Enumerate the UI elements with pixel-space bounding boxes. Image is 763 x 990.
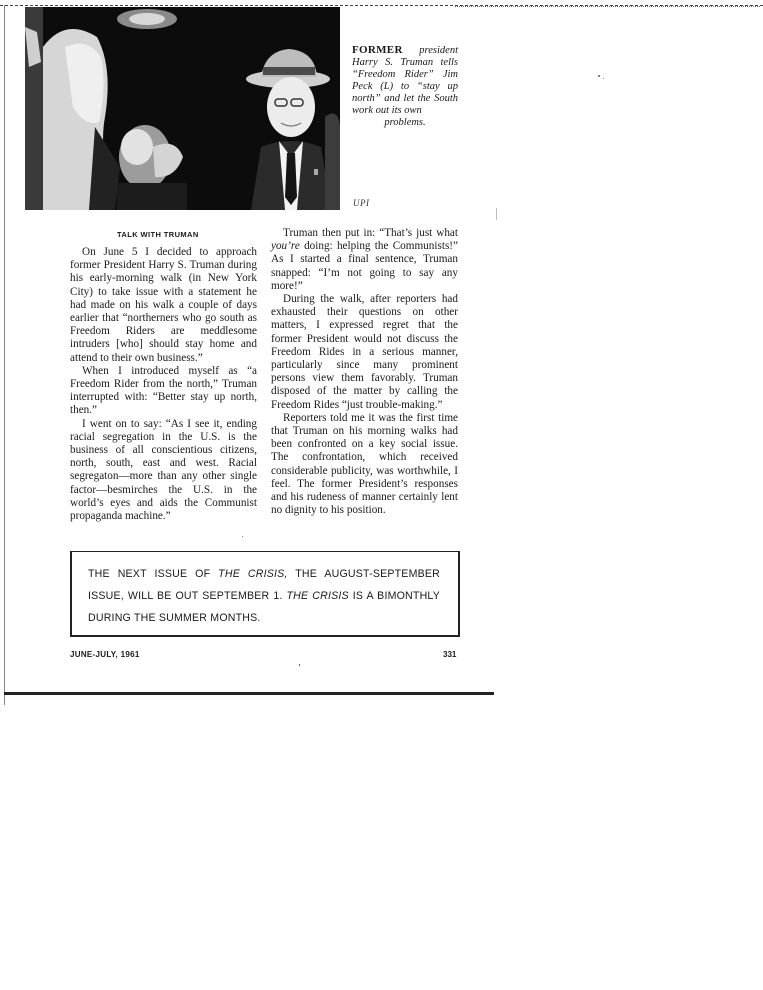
news-photo-illustration bbox=[25, 7, 340, 210]
footer-issue-date: JUNE-JULY, 1961 bbox=[70, 650, 140, 659]
scan-speck bbox=[603, 78, 604, 79]
caption-lead: FORMER bbox=[352, 44, 403, 56]
scan-edge-top-dotted bbox=[455, 6, 760, 7]
article-paragraph: During the walk, after reporters had exhausted their questions on other matters, I expressed regret that the former President would not discuss the Freedom Rides in a serious manner, particularly since many prominent persons view them favorably. Truman disposed of the matter by calling the Freedom Rides “just trouble-making.” bbox=[271, 293, 458, 411]
article-paragraph: On June 5 I decided to approach former President Harry S. Truman during his early-morning walk (in New York City) to take issue with a statement he had made on his walk a couple of days earlier that “northerners who go south as Freedom Riders are meddlesome intruders [who] should stay home and attend to their own business.” bbox=[70, 246, 257, 364]
article-paragraph: When I introduced myself as “a Freedom Rider from the north,” Truman interrupted with: “Better stay up north, then.” bbox=[70, 364, 257, 417]
article-text: doing: helping the Communists!” As I started a final sentence, Truman snapped: “I’m not going to say any more!” bbox=[271, 240, 458, 292]
notice-box bbox=[70, 551, 460, 637]
article-text: Truman then put in: “That’s just what bbox=[283, 227, 458, 239]
notice-emphasis: THE CRISIS bbox=[286, 590, 349, 602]
notice-emphasis: THE CRISIS, bbox=[218, 568, 288, 580]
photo-caption bbox=[352, 44, 458, 129]
photo-credit: UPI bbox=[353, 198, 370, 208]
article-paragraph bbox=[271, 227, 458, 293]
section-heading: TALK WITH TRUMAN bbox=[117, 230, 199, 239]
scan-speck bbox=[598, 75, 600, 77]
notice-part: THE AUGUST-SEPTEMBER ISSUE, WILL BE OUT SEPTEMBER 1. bbox=[88, 568, 440, 602]
article-column-left bbox=[70, 246, 257, 523]
article-paragraph: Reporters told me it was the first time that Truman on his morning walks had been confronted on a key social issue. The confrontation, which received considerable publicity, was worthwhile, I feel. The former President’s responses and his rudeness of manner certainly lent no dignity to his position. bbox=[271, 411, 458, 517]
article-column-right bbox=[271, 227, 458, 517]
scan-speck bbox=[299, 664, 300, 666]
caption-last-line: problems. bbox=[384, 117, 426, 128]
notice-part: THE NEXT ISSUE OF bbox=[88, 568, 219, 580]
scan-edge-bottom bbox=[4, 692, 494, 695]
footer-page-number: 331 bbox=[443, 650, 457, 659]
article-paragraph: I went on to say: “As I see it, ending racial segregation in the U.S. is the business of all conscientious citizens, north, south, east and west. Racial segregaton—more than any other single factor—besmirches the U.S. in the world’s eyes and aids the Communist propaganda machine.” bbox=[70, 417, 257, 523]
caption-body: president Harry S. Truman tells “Freedom Rider” Jim Peck (L) to “stay up north” and let the South work out its own bbox=[352, 45, 458, 116]
notice-part: IS A BIMONTHLY DURING THE SUMMER MONTHS. bbox=[88, 590, 441, 624]
scan-speck bbox=[242, 536, 243, 537]
notice-text bbox=[88, 563, 440, 629]
scan-speck bbox=[496, 208, 497, 220]
news-photo bbox=[25, 7, 340, 210]
scan-edge-left bbox=[4, 5, 5, 705]
article-emphasis: you’re bbox=[271, 240, 300, 253]
